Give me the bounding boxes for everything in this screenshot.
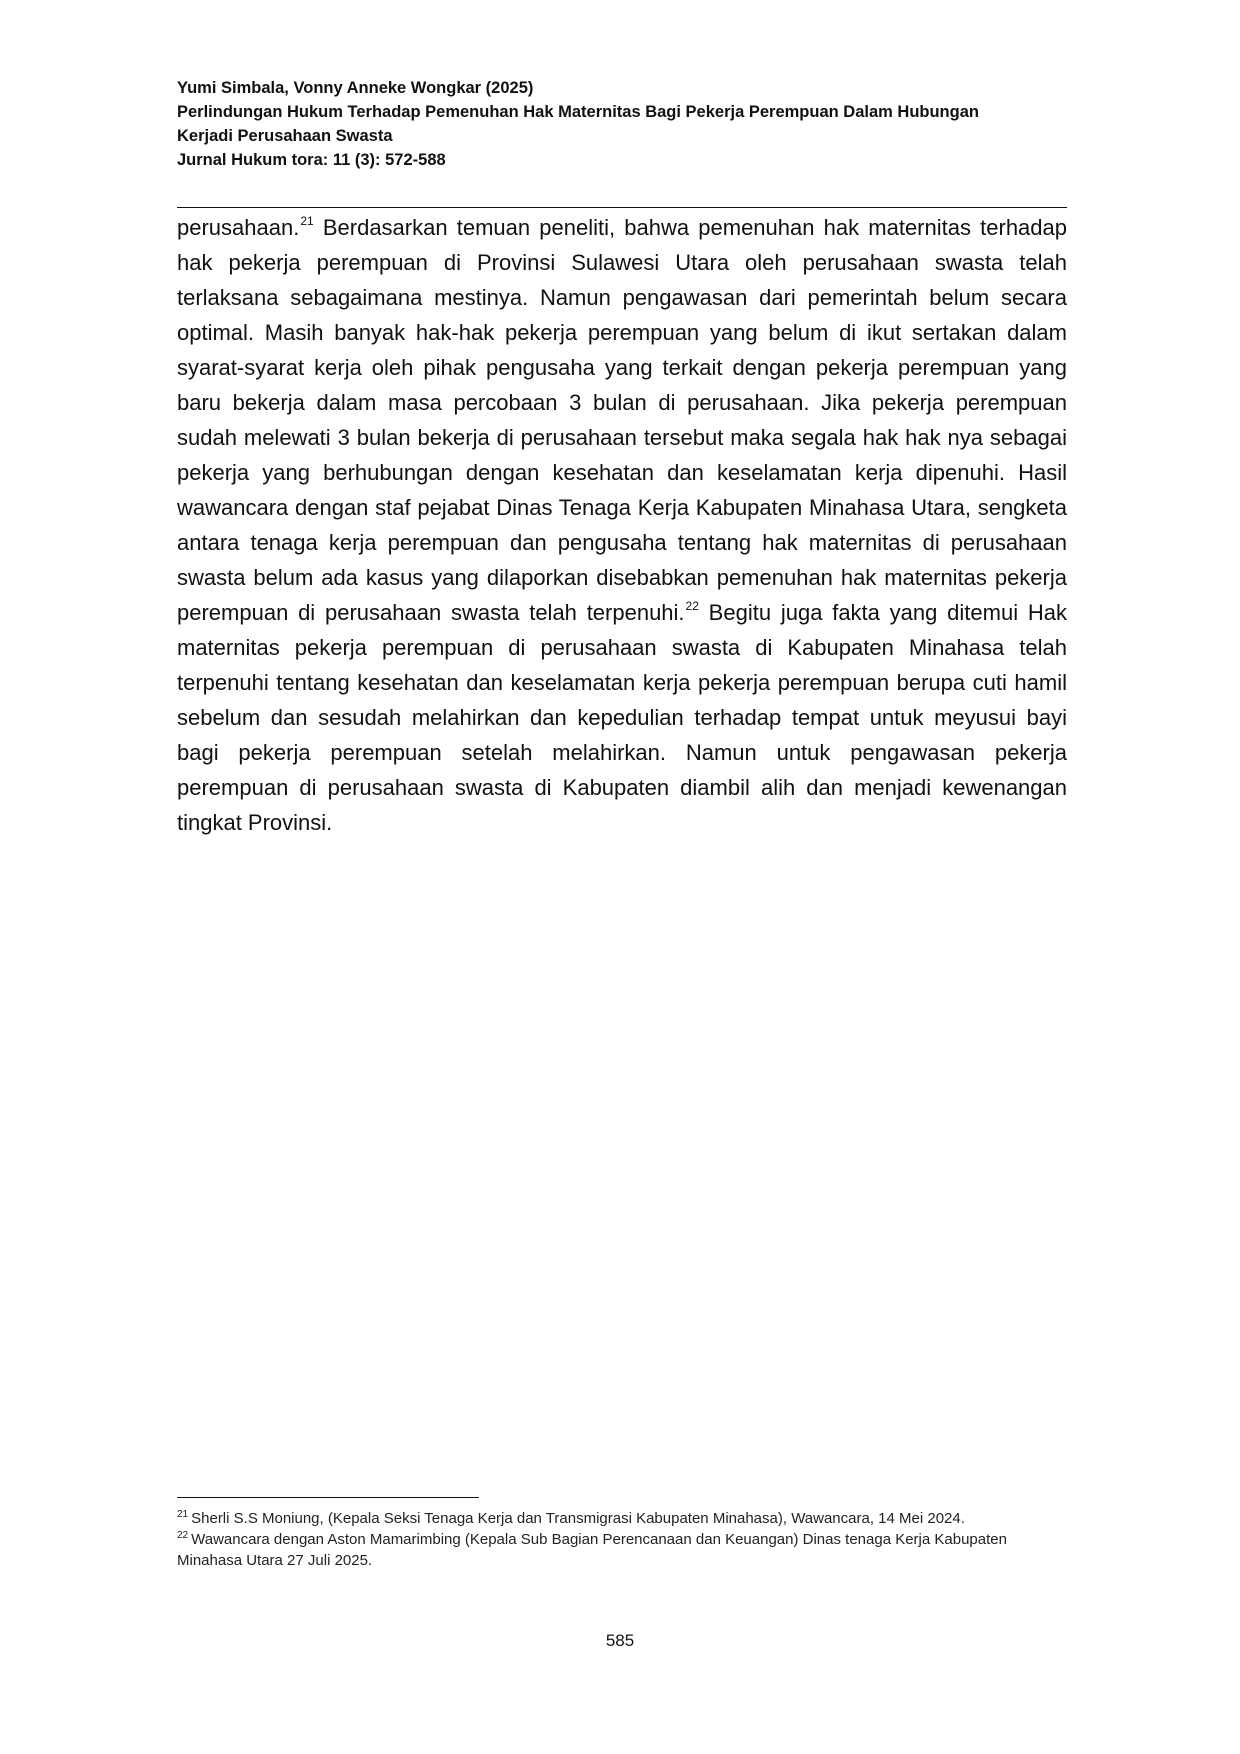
header-journal: Jurnal Hukum tora: 11 (3): 572-588 [177,151,446,169]
footnote-number: 22 [177,1530,189,1541]
body-segment-3: Begitu juga fakta yang ditemui Hak maternitas pekerja perempuan di perusahaan swasta di Kabupaten Minahasa telah terpenuhi tentang kesehatan dan keselamatan kerja pekerja perempuan berupa cuti hamil sebelum dan sesudah melahirkan dan kepedulian terhadap tempat untuk meyusui bayi bagi pekerja perempuan setelah melahirkan. Namun untuk pengawasan pekerja perempuan di perusahaan swasta di Kabupaten diambil alih dan menjadi kewenangan tingkat Provinsi. [177,600,1067,835]
body-segment-2: Berdasarkan temuan peneliti, bahwa pemenuhan hak maternitas terhadap hak pekerja perempuan di Provinsi Sulawesi Utara oleh perusahaan swasta telah terlaksana sebagaimana mestinya. Namun pengawasan dari pemerintah belum secara optimal. Masih banyak hak-hak pekerja perempuan yang belum di ikut sertakan dalam syarat-syarat kerja oleh pihak pengusaha yang terkait dengan pekerja perempuan yang baru bekerja dalam masa percobaan 3 bulan di perusahaan. Jika pekerja perempuan sudah melewati 3 bulan bekerja di perusahaan tersebut maka segala hak hak nya sebagai pekerja yang berhubungan dengan kesehatan dan keselamatan kerja dipenuhi. Hasil wawancara dengan staf pejabat Dinas Tenaga Kerja Kabupaten Minahasa Utara, sengketa antara tenaga kerja perempuan dan pengusaha tentang hak maternitas di perusahaan swasta belum ada kasus yang dilaporkan disebabkan pemenuhan hak maternitas pekerja perempuan di perusahaan swasta telah terpenuhi. [177,215,1067,625]
header-authors: Yumi Simbala, Vonny Anneke Wongkar (2025) [177,79,534,97]
footnote-text: Sherli S.S Moniung, (Kepala Seksi Tenaga Kerja dan Transmigrasi Kabupaten Minahasa), Wawancara, 14 Mei 2024. [191,1510,965,1527]
body-segment-1: perusahaan. [177,215,300,240]
footnotes [177,1508,1067,1571]
paragraph [177,210,1067,840]
header-title-line2: Kerjadi Perusahaan Swasta [177,127,393,145]
header-title-line1: Perlindungan Hukum Terhadap Pemenuhan Hak Maternitas Bagi Pekerja Perempuan Dalam Hubungan [177,103,979,121]
footnote-text: Wawancara dengan Aston Mamarimbing (Kepala Sub Bagian Perencanaan dan Keuangan) Dinas tenaga Kerja Kabupaten Minahasa Utara 27 Juli 2025. [177,1531,1007,1569]
footnote-ref-22: 22 [685,598,699,613]
footnote-22 [177,1529,1067,1571]
body-paragraph [177,210,1067,840]
header-divider [177,207,1067,208]
footnote-divider [177,1497,479,1498]
page-number: 585 [605,1631,635,1650]
footnote-21 [177,1508,1067,1529]
footnote-ref-21: 21 [300,213,314,228]
footnote-number: 21 [177,1509,189,1520]
running-header [177,76,1077,172]
